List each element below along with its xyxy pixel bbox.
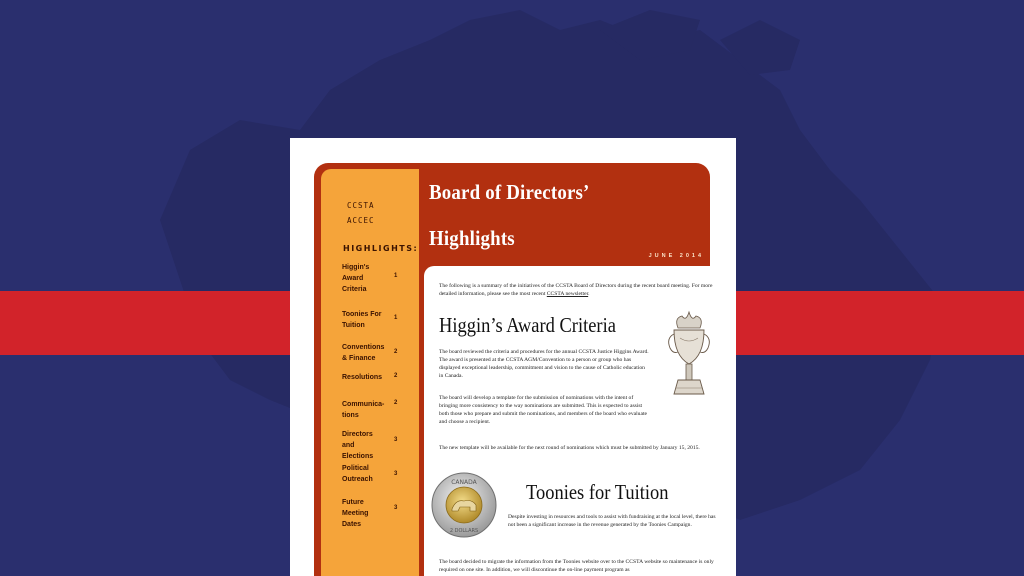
coin-top-text: CANADA (451, 479, 477, 486)
toc-item-page: 2 (394, 400, 398, 406)
org-name (347, 198, 407, 228)
higgins-paragraph: The board will develop a template for the submission of nominations with the intent of bringing more consistency to the way nominations are submitted. This is expected to assist both those who prepare and submit the nominations, and members of the board who evaluate and choose a recipient. (439, 395, 648, 425)
toonie-coin-icon (430, 471, 498, 539)
title-line: Highlights (429, 226, 515, 250)
toc-item-label: Future Meeting Dates (342, 499, 369, 528)
toc-item-page: 1 (394, 315, 398, 321)
toc-item-page: 3 (394, 437, 398, 443)
toc-item-political[interactable] (342, 463, 414, 485)
newsletter-frame (314, 163, 716, 576)
toc-item-higgins[interactable] (342, 262, 414, 295)
toc-item-label: Higgin's Award Criteria (342, 264, 370, 293)
intro-text: The following is a summary of the initiatives of the CCSTA Board of Directors during the recent board meeting. For more detailed information, please see the most recent (439, 283, 713, 297)
toc-item-page: 1 (394, 273, 398, 279)
toc-item-label: Communica-tions (342, 401, 385, 419)
section-heading-toonies: Toonies for Tuition (526, 480, 669, 504)
org-line: CCSTA (347, 201, 375, 210)
toonies-paragraph: Despite investing in resources and tools to assist with fundraising at the local level, there has not been a significant increase in the revenue generated by the Toonies Campaign. (508, 514, 716, 528)
higgins-paragraph: The new template will be available for the next round of nominations which must be submitted by January 15, 2015. (439, 445, 700, 451)
org-line: ACCEC (347, 216, 375, 225)
newsletter-page (290, 138, 736, 576)
newsletter-title (429, 169, 672, 261)
toc-item-toonies[interactable] (342, 309, 414, 331)
toc-item-communications[interactable] (342, 399, 414, 421)
toc-item-page: 3 (394, 505, 398, 511)
toc-item-page: 3 (394, 471, 398, 477)
toc-item-resolutions[interactable] (342, 372, 414, 383)
toc-item-label: Political Outreach (342, 465, 373, 483)
highlights-heading: HIGHLIGHTS: (343, 244, 419, 253)
toc-item-directors[interactable] (342, 429, 414, 462)
toc-item-page: 2 (394, 349, 398, 355)
toc-item-conventions[interactable] (342, 342, 414, 364)
main-content (424, 266, 724, 576)
toc-item-label: Conventions & Finance (342, 344, 385, 362)
intro-paragraph (439, 282, 714, 298)
toc-item-future[interactable] (342, 497, 414, 530)
toc-item-page: 2 (394, 373, 398, 379)
title-line: Board of Directors’ (429, 180, 590, 204)
trophy-icon (664, 308, 714, 408)
section-heading-higgins: Higgin’s Award Criteria (439, 313, 616, 337)
toonies-paragraph: The board decided to migrate the information from the Toonies website over to the CCSTA website so maintenance is only required on one site. In addition, we will discontinue the on-line payment program as (439, 559, 714, 573)
toc-item-label: Directors and Elections (342, 431, 374, 460)
higgins-paragraph: The board reviewed the criteria and procedures for the annual CCSTA Justice Higgins Award. The award is presented at the CCSTA AGM/Convention to a person or group who has displayed exceptional leadership, commitment and vision to the cause of Catholic education in Canada. (439, 349, 649, 379)
toc-item-label: Resolutions (342, 374, 383, 381)
coin-bottom-text: 2 DOLLARS (449, 528, 479, 534)
sidebar (321, 169, 419, 576)
intro-text-end: . (588, 291, 590, 297)
newsletter-link[interactable]: CCSTA newsletter (546, 291, 589, 297)
toc-item-label: Toonies For Tuition (342, 311, 382, 329)
issue-date: JUNE 2014 (648, 253, 704, 259)
